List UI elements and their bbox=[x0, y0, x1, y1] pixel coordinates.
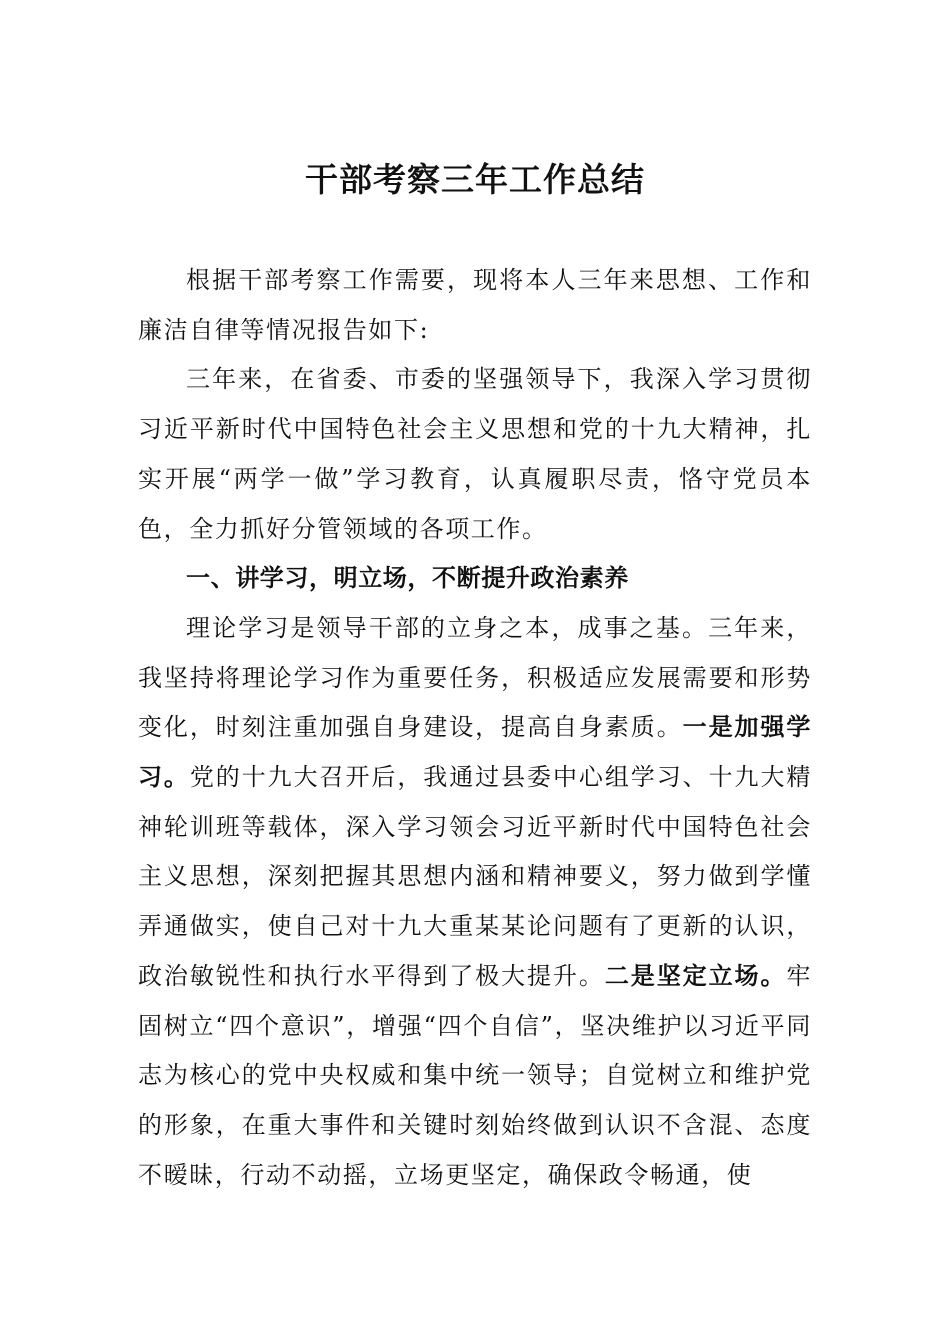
point-label-1: 一是加强学习。 bbox=[138, 713, 812, 792]
intro-paragraph: 根据干部考察工作需要，现将本人三年来思想、工作和廉洁自律等情况报告如下: bbox=[138, 266, 812, 344]
section-heading: 一、讲学习，明立场，不断提升政治素养 bbox=[186, 564, 629, 593]
section-text-2: 党的十九大召开后，我通过县委中心组学习、十九大精神轮训班等载体，深入学习领会习近平新时代中国特色社会主义思想，深刻把握其思想内涵和精神要义，努力做到学懂弄通做实，使自己对十九大重某某论问题有了更新的认识，政治敏锐性和执行水平得到了极大提升。 bbox=[138, 763, 812, 990]
overview-paragraph: 三年来，在省委、市委的坚强领导下，我深入学习贯彻习近平新时代中国特色社会主义思想和党的十九大精神，扎实开展“两学一做”学习教育，认真履职尽责，恪守党员本色，全力抓好分管领域的各项工作。 bbox=[138, 365, 812, 543]
point-label-2: 二是坚定立场。 bbox=[604, 961, 787, 990]
document-title: 干部考察三年工作总结 bbox=[305, 160, 645, 199]
section-text-3: 牢固树立“四个意识”，增强“四个自信”，坚决维护以习近平同志为核心的党中央权威和集中统一领导；自觉树立和维护党的形象，在重大事件和关键时刻始终做到认识不含混、态度不暧昧，行动不动摇，立场更坚定，确保政令畅通，使 bbox=[138, 961, 812, 1189]
section-paragraph bbox=[138, 604, 812, 1200]
section-text-1: 理论学习是领导干部的立身之本，成事之基。三年来，我坚持将理论学习作为重要任务，积极适应发展需要和形势变化，时刻注重加强自身建设，提高自身素质。 bbox=[138, 613, 812, 742]
document-body bbox=[138, 256, 812, 1200]
